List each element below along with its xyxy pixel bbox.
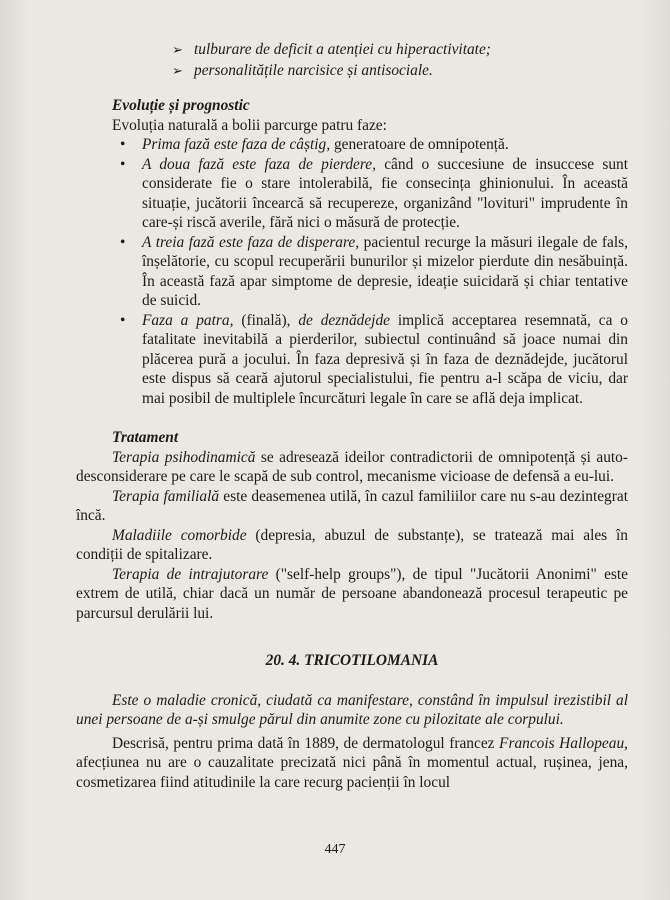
- page-number: 447: [324, 842, 346, 857]
- section-paragraph: Descrisă, pentru prima dată în 1889, de dermatologul francez Francois Hallopeau, afecțiunea nu are o cauzalitate precizată nici până în momentul actual, rușinea, jena, cosmetizarea fiind atitudinile la care recurg pacienții în locul: [76, 734, 628, 791]
- list-item: • Prima fază este faza de câștig, generatoare de omnipotență.: [120, 136, 509, 153]
- list-item: ➢ personalitățile narcisice și antisociale.: [172, 62, 433, 79]
- treatment-paragraph: Maladiile comorbide (depresia, abuzul de substanțe), se tratează mai ales în condiții de spitalizare.: [76, 526, 628, 563]
- section-intro: Este o maladie cronică, ciudată ca manifestare, constând în impulsul irezistibil al unei persoane de a-și smulge părul din anumite zone cu pilozitate ale corpului.: [76, 691, 628, 728]
- arrow-bullet-icon: ➢: [172, 42, 183, 57]
- bullet-icon: •: [120, 233, 126, 251]
- list-item: • Faza a patra, (finală), de deznădejde implică acceptarea resemnată, ca o fatalitate inevitabilă a pierderilor, subiectul continuând să joace numai din plăcerea pură a jocului. În faza depresivă și în faza de deznădejde, jucătorul este dispus să ceară ajutorul specialistului, fie pentru a-l scăpa de viciu, dar mai posibil de multiplele încurcături legale în care se află deja implicat.: [120, 311, 629, 407]
- bullet-icon: •: [120, 155, 126, 173]
- treatment-paragraph: Terapia de intrajutorare ("self-help groups"), de tipul "Jucătorii Anonimi" este extrem de utilă, chiar dacă un număr de persoane abandonează procesul terapeutic pe parcursul derulării lui.: [76, 565, 628, 622]
- page-content: [76, 40, 628, 792]
- treatment-heading: Tratament: [112, 429, 179, 446]
- evolution-heading: Evoluție și prognostic: [112, 97, 250, 114]
- treatment-paragraph: Terapia familială este deasemenea utilă, în cazul familiilor care nu s-au dezintegrat încă.: [76, 487, 628, 524]
- list-item: • A treia fază este faza de disperare, pacientul recurge la măsuri ilegale de fals, înșelătorie, cu scopul recuperării bunurilor și mizelor pierdute din nesăbuință. În această fază apar simptome de depresie, ideație suicidară și chiar tentative de suicid.: [120, 233, 628, 309]
- phase-list: [76, 135, 628, 408]
- top-bullet-list: [172, 40, 628, 82]
- list-item: • A doua fază este faza de pierdere, când o succesiune de insuccese sunt considerate fie o stare intolerabilă, fie consecința ghinionului. În această situație, jucătorii încearcă să recupereze, organizând "lovituri" imprudente în care-și riscă averile, fără nici o măsură de protecție.: [120, 155, 628, 231]
- bullet-icon: •: [120, 136, 126, 153]
- bullet-icon: •: [120, 311, 126, 329]
- arrow-bullet-icon: ➢: [172, 63, 183, 78]
- section-title: 20. 4. TRICOTILOMANIA: [265, 652, 439, 669]
- evolution-intro: Evoluția naturală a bolii parcurge patru faze:: [112, 116, 387, 134]
- list-item: ➢ tulburare de deficit a atenției cu hiperactivitate;: [172, 41, 491, 58]
- treatment-paragraph: Terapia psihodinamică se adresează ideilor contradictorii de omnipotență și auto-desconsiderare pe care le scapă de sub control, mecanisme vicioase de defensă a eu-lui.: [76, 448, 628, 485]
